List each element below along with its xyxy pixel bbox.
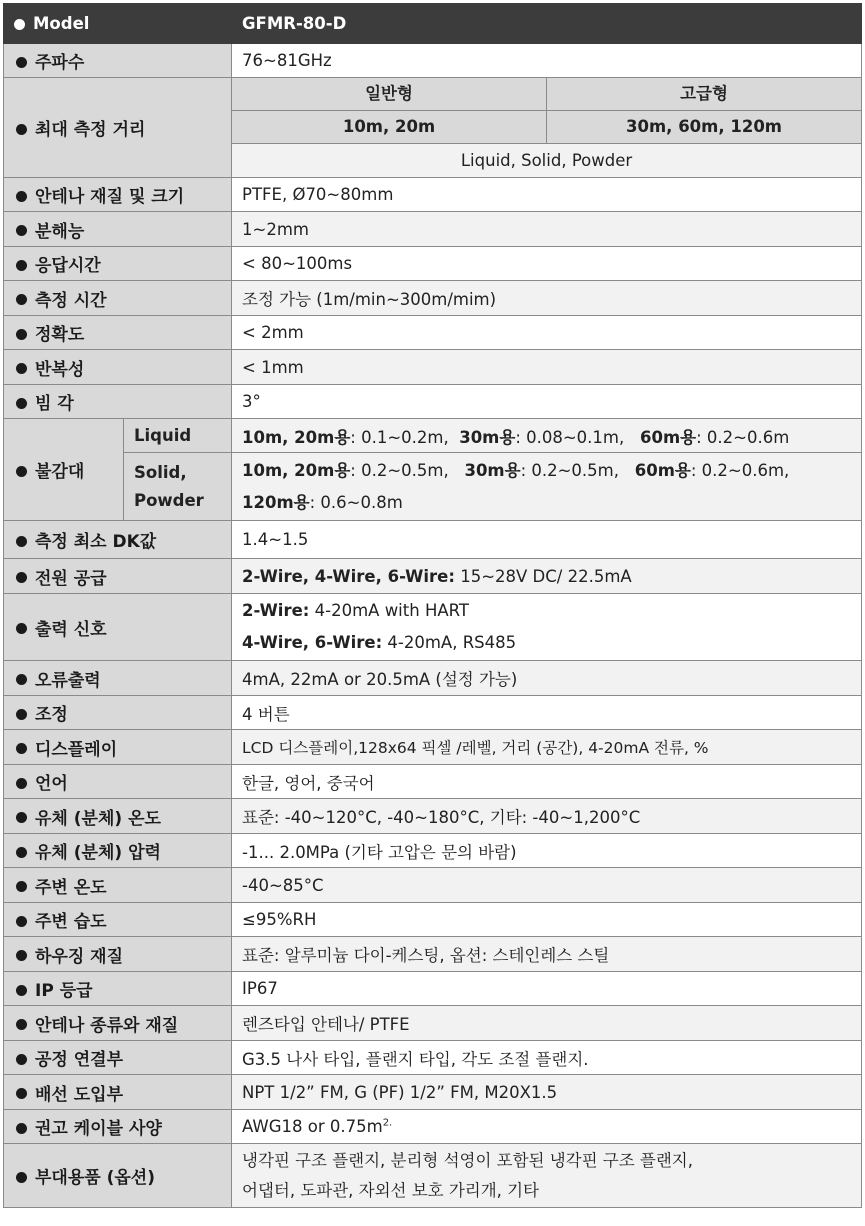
row-value: 조정 가능 (1m/min~300m/mim) [232, 281, 862, 316]
table-row [4, 799, 862, 834]
table-row [4, 44, 862, 78]
row-value: 3° [232, 385, 862, 419]
spec-table [3, 3, 862, 1208]
bullet-icon [16, 847, 27, 858]
bullet-icon [16, 329, 27, 340]
bullet-icon [16, 294, 27, 305]
table-row [4, 385, 862, 419]
deadzone-solid-value: 10m, 20m용: 0.2~0.5m, 30m용: 0.2~0.5m, 60m용: 0.2~0.6m, 120m용: 0.6~0.8m [232, 453, 862, 521]
table-row [4, 903, 862, 937]
range-standard-value: 10m, 20m [232, 111, 547, 144]
table-row [4, 834, 862, 868]
table-row [4, 1075, 862, 1110]
table-row [4, 696, 862, 730]
row-value: 1~2mm [232, 212, 862, 247]
row-label: 빔 각 [35, 394, 74, 414]
bullet-icon [16, 881, 27, 892]
table-row [4, 78, 862, 111]
table-row [4, 281, 862, 316]
bullet-icon [16, 57, 27, 68]
row-label: 하우징 재질 [35, 946, 124, 967]
row-value: 2-Wire: 4-20mA with HART 4-Wire, 6-Wire: 4-20mA, RS485 [232, 594, 862, 661]
row-label: 분해능 [35, 221, 85, 242]
bullet-icon [16, 1123, 27, 1134]
row-value: 냉각핀 구조 플랜지, 분리형 석영이 포함된 냉각핀 구조 플랜지, 어댑터, 도파관, 자외선 보호 가리개, 기타 [232, 1144, 862, 1208]
table-row [4, 178, 862, 212]
row-label: 주파수 [35, 53, 85, 73]
row-label: 주변 습도 [35, 912, 107, 932]
row-value: 2-Wire, 4-Wire, 6-Wire: 15~28V DC/ 22.5mA [232, 559, 862, 594]
row-label: 부대용품 (옵션) [35, 1168, 155, 1188]
bullet-icon [16, 260, 27, 271]
bullet-icon [16, 743, 27, 754]
bullet-icon [16, 1088, 27, 1099]
bullet-icon [16, 623, 27, 634]
table-row [4, 661, 862, 696]
table-row [4, 521, 862, 559]
row-label: 권고 케이블 사양 [35, 1119, 162, 1139]
row-value: AWG18 or $0.75m^{2.}$ [232, 1110, 862, 1144]
table-row [4, 868, 862, 903]
bullet-icon [14, 19, 25, 30]
row-label: 응답시간 [35, 256, 101, 276]
bullet-icon [16, 778, 27, 789]
row-value: 렌즈타입 안테나/ PTFE [232, 1006, 862, 1041]
row-value: < 80~100ms [232, 247, 862, 281]
row-value: ≤95%RH [232, 903, 862, 937]
row-value: NPT 1/2” FM, G (PF) 1/2” FM, M20X1.5 [232, 1075, 862, 1110]
bullet-icon [16, 124, 27, 135]
table-row [4, 453, 862, 521]
row-label: 정확도 [35, 325, 85, 345]
bullet-icon [16, 916, 27, 927]
bullet-icon [16, 950, 27, 961]
row-value: G3.5 나사 타입, 플랜지 타입, 각도 조절 플랜지. [232, 1041, 862, 1075]
table-row [4, 765, 862, 799]
row-label: 유체 (분체) 압력 [35, 843, 161, 863]
row-label: 언어 [35, 774, 68, 794]
bullet-icon [16, 985, 27, 996]
range-premium-value: 30m, 60m, 120m [547, 111, 862, 144]
table-row [4, 972, 862, 1006]
table-row [4, 212, 862, 247]
bullet-icon [16, 363, 27, 374]
row-value: PTFE, Ø70~80mm [232, 178, 862, 212]
row-value: -40~85°C [232, 868, 862, 903]
bullet-icon [16, 225, 27, 236]
row-label: 출력 신호 [35, 619, 107, 640]
table-row [4, 247, 862, 281]
bullet-icon [16, 1019, 27, 1030]
row-label: 배선 도입부 [35, 1084, 124, 1105]
range-media: Liquid, Solid, Powder [232, 144, 862, 178]
deadzone-liquid-label: Liquid [124, 419, 232, 453]
row-label: 유체 (분체) 온도 [35, 808, 161, 829]
row-value: IP67 [232, 972, 862, 1006]
row-value: 76~81GHz [232, 44, 862, 78]
bullet-icon [16, 191, 27, 202]
table-row [4, 1006, 862, 1041]
table-row [4, 730, 862, 765]
row-label: 측정 시간 [35, 290, 107, 311]
table-row [4, 559, 862, 594]
row-label: 오류출력 [35, 670, 101, 691]
bullet-icon [16, 398, 27, 409]
bullet-icon [16, 674, 27, 685]
row-label: 전원 공급 [35, 568, 107, 589]
header-label-cell [4, 4, 232, 44]
row-label: 반복성 [35, 359, 85, 380]
range-type-premium: 고급형 [547, 78, 862, 111]
row-value: 표준: 알루미늄 다이-케스팅, 옵션: 스테인레스 스틸 [232, 937, 862, 972]
bullet-icon [16, 1172, 27, 1183]
deadzone-liquid-value: 10m, 20m용: 0.1~0.2m, 30m용: 0.08~0.1m, 60m용: 0.2~0.6m [232, 419, 862, 453]
bullet-icon [16, 536, 27, 547]
table-row [4, 937, 862, 972]
row-value: 4 버튼 [232, 696, 862, 730]
row-value: -1... 2.0MPa (기타 고압은 문의 바람) [232, 834, 862, 868]
table-row [4, 594, 862, 661]
table-row [4, 419, 862, 453]
row-label: 최대 측정 거리 [35, 120, 146, 140]
header-label: Model [33, 14, 90, 33]
table-row [4, 1144, 862, 1208]
row-value: LCD 디스플레이,128x64 픽셀 /레벨, 거리 (공간), 4-20mA 전류, % [232, 730, 862, 765]
row-value: < 1mm [232, 350, 862, 385]
row-value: 1.4~1.5 [232, 521, 862, 559]
table-row [4, 1041, 862, 1075]
row-label: IP 등급 [35, 981, 93, 1001]
spec-table-container [3, 3, 861, 1208]
row-label: 안테나 재질 및 크기 [35, 187, 185, 207]
row-label: 주변 온도 [35, 877, 107, 898]
row-label: 안테나 종류와 재질 [35, 1015, 179, 1036]
row-label: 불감대 [35, 462, 85, 482]
bullet-icon [16, 812, 27, 823]
table-row [4, 350, 862, 385]
table-row [4, 1110, 862, 1144]
bullet-icon [16, 466, 27, 477]
row-value: 표준: -40~120°C, -40~180°C, 기타: -40~1,200°C [232, 799, 862, 834]
table-row [4, 316, 862, 350]
table-header-row [4, 4, 862, 44]
header-value: GFMR-80-D [232, 4, 862, 44]
bullet-icon [16, 1054, 27, 1065]
row-label: 측정 최소 DK값 [35, 532, 157, 552]
row-label: 디스플레이 [35, 739, 118, 760]
row-label: 조정 [35, 705, 68, 725]
row-value: 4mA, 22mA or 20.5mA (설정 가능) [232, 661, 862, 696]
bullet-icon [16, 572, 27, 583]
row-value: < 2mm [232, 316, 862, 350]
row-value: 한글, 영어, 중국어 [232, 765, 862, 799]
row-label: 공정 연결부 [35, 1050, 124, 1070]
range-type-standard: 일반형 [232, 78, 547, 111]
deadzone-solid-label: Solid, Powder [124, 453, 232, 521]
bullet-icon [16, 709, 27, 720]
